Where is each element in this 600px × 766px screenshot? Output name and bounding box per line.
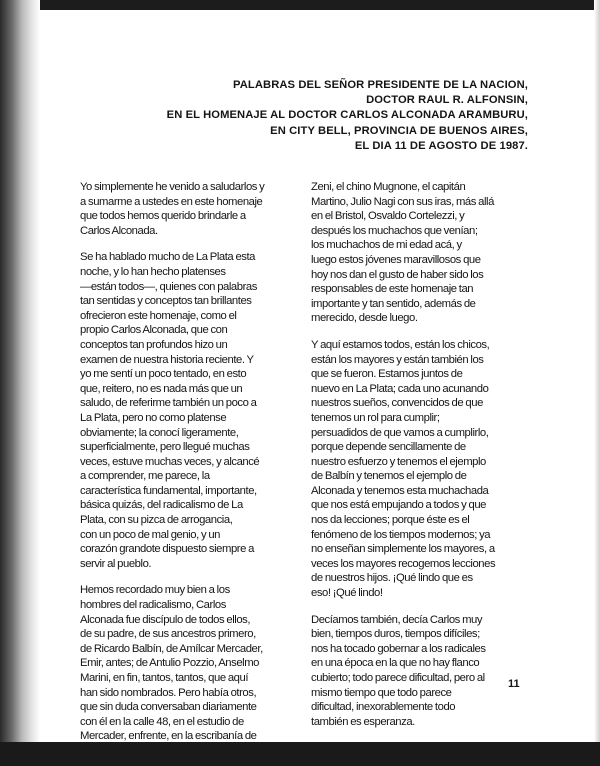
text-line: no enseñan simplemente los mayores, a (311, 543, 495, 556)
text-line: Marini, en fin, tantos, tantos, que aquí (80, 672, 249, 684)
text-line: nos da lecciones; porque éste es el (311, 514, 470, 527)
text-line: básica quizás, del radicalismo de La (80, 499, 243, 512)
scan-border-left (0, 0, 40, 766)
text-line: de Balbín y tenemos el ejemplo de (311, 470, 467, 483)
text-line: saludo, de referirme también un poco a (80, 397, 257, 410)
text-line: de nuestros hijos. ¡Qué lindo que es (311, 572, 473, 585)
heading-line: EL DIA 11 DE AGOSTO DE 1987. (354, 139, 528, 152)
text-line: Decíamos también, decía Carlos muy (311, 613, 483, 626)
text-line: los muchachos de mi edad acá, y (311, 239, 462, 252)
text-line: con un poco de mal genio, y un (80, 528, 221, 541)
text-line: cubierto; todo parece dificultad, pero al (311, 672, 485, 684)
text-line: nuevo en La Plata; cada uno acunando (311, 382, 489, 395)
text-line: corazón grandote dispuesto siempre a (80, 543, 254, 556)
text-line: que todos hemos querido brindarle a (80, 210, 246, 223)
text-line: que, reitero, no es nada más que un (80, 382, 243, 395)
text-line: eso! ¡Qué lindo! (311, 587, 383, 600)
text-line: hoy nos dan el gusto de haber sido los (311, 268, 484, 281)
text-line: conceptos tan profundos hizo un (80, 338, 228, 351)
text-line: propio Carlos Alconada, que con (80, 324, 228, 337)
text-line: examen de nuestra historia reciente. Y (80, 353, 254, 366)
text-line: veces los mayores recogemos lecciones (311, 557, 496, 570)
text-line: de su padre, de sus ancestros primero, (80, 628, 256, 641)
text-line: nos ha tocado gobernar a los radicales (311, 642, 486, 655)
paragraph (311, 613, 551, 730)
text-line: dificultad, inexorablemente todo (311, 701, 456, 714)
text-line: Plata, con su pizca de arrogancia, (80, 514, 233, 527)
text-line: a comprender, me parece, la (80, 470, 210, 483)
paragraph (80, 583, 320, 744)
text-line: en el Bristol, Osvaldo Cortelezzi, y (311, 210, 465, 223)
text-line: servir al pueblo. (80, 557, 152, 570)
text-line: tan sentidas y conceptos tan brillantes (80, 295, 252, 308)
text-column-right (311, 180, 551, 741)
scan-edge-right (594, 0, 600, 766)
text-line: Se ha hablado mucho de La Plata esta (80, 251, 256, 264)
text-line: nuestro esfuerzo y tenemos el ejemplo (311, 455, 486, 468)
paragraph (80, 180, 320, 238)
text-line: persuadidos de que vamos a cumplirlo, (311, 426, 489, 439)
text-line: —están todos—, quienes con palabras (80, 280, 257, 293)
paragraph (311, 180, 551, 326)
text-line: luego estos jóvenes maravillosos que (311, 253, 481, 266)
text-line: con él en la calle 48, en el estudio de (80, 715, 244, 728)
text-line: hombres del radicalismo, Carlos (80, 599, 226, 612)
text-line: característica fundamental, importante, (80, 484, 257, 497)
speech-heading (150, 78, 528, 154)
text-line: que nos está empujando a todos y que (311, 499, 487, 512)
text-line: Alconada y tenemos esta muchachada (311, 484, 489, 497)
text-line: La Plata, pero no como platense (80, 411, 227, 424)
text-line: Alconada fue discípulo de todos ellos, (80, 613, 251, 626)
text-line: bien, tiempos duros, tiempos difíciles; (311, 628, 480, 641)
text-line: Y aquí estamos todos, están los chicos, (311, 338, 490, 351)
text-line: veces, estuve muchas veces, y alcancé (80, 455, 260, 468)
text-line: responsables de este homenaje tan (311, 283, 474, 296)
text-line: están los mayores y están también los (311, 353, 484, 366)
text-line: Martino, Julio Nagi con sus iras, más allá (311, 195, 494, 208)
text-line: tenemos un rol para cumplir; (311, 411, 440, 424)
text-line: de Ricardo Balbín, de Amílcar Mercader, (80, 642, 263, 655)
heading-line: EN EL HOMENAJE AL DOCTOR CARLOS ALCONADA ARAMBURU, (166, 109, 528, 122)
paragraph (80, 250, 320, 571)
text-line: merecido, desde luego. (311, 312, 418, 325)
text-line: porque depende sencillamente de (311, 441, 466, 454)
text-line: noche, y lo han hecho platenses (80, 265, 226, 278)
heading-line: DOCTOR RAUL R. ALFONSIN, (366, 94, 528, 107)
text-line: después los muchachos que venían; (311, 224, 478, 237)
text-line: Zeni, el chino Mugnone, el capitán (311, 181, 466, 193)
text-line: ofrecieron este homenaje, como el (80, 309, 237, 322)
text-line: nuestros sueños, convencidos de que (311, 397, 483, 410)
text-line: han sido nombrados. Pero había otros, (80, 686, 257, 699)
text-line: fenómeno de los tiempos modernos; ya (311, 528, 491, 541)
text-line: importante y tan sentido, además de (311, 297, 476, 310)
paragraph (311, 338, 551, 601)
text-line: que se fueron. Estamos juntos de (311, 368, 463, 381)
text-line: obviamente; la conocí ligeramente, (80, 426, 239, 439)
text-line: en una época en la que no hay flanco (311, 657, 480, 670)
text-line: que sin duda conversaban diariamente (80, 701, 257, 714)
text-line: también es esperanza. (311, 715, 415, 728)
text-line: mismo tiempo que todo parece (311, 686, 452, 699)
heading-line: PALABRAS DEL SEÑOR PRESIDENTE DE LA NACION, (233, 79, 528, 91)
text-line: yo me sentí un poco tentado, en esto (80, 368, 247, 381)
scan-border-top (0, 0, 600, 10)
heading-line: EN CITY BELL, PROVINCIA DE BUENOS AIRES, (270, 124, 528, 137)
text-line: Emir, antes; de Antulio Pozzio, Anselmo (80, 657, 260, 670)
text-column-left (80, 180, 320, 756)
text-line: superficialmente, pero llegué muchas (80, 441, 250, 454)
text-line: Carlos Alconada. (80, 224, 158, 237)
text-line: Mercader, enfrente, en la escribanía de (80, 730, 257, 743)
text-line: a sumarme a ustedes en este homenaje (80, 195, 263, 208)
text-line: Yo simplemente he venido a saludarlos y (80, 181, 265, 193)
page-number: 11 (508, 678, 520, 690)
text-line: Hemos recordado muy bien a los (80, 584, 230, 597)
